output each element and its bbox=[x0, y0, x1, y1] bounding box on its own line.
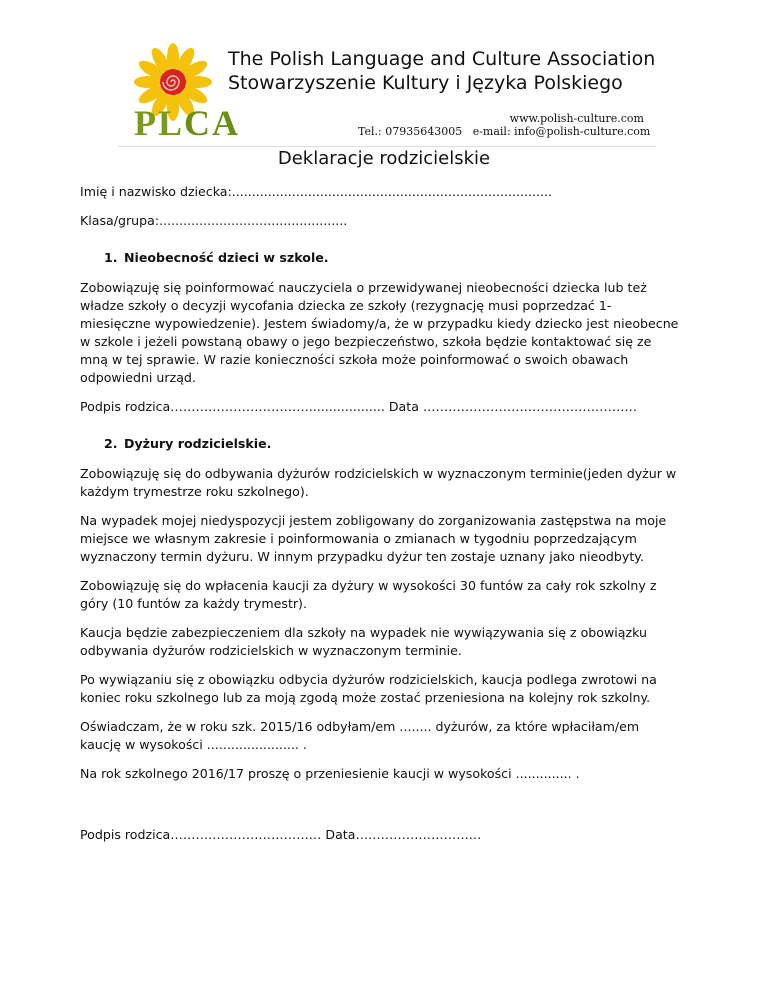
duty-declaration-field[interactable]: Oświadczam, że w roku szk. 2015/16 odbyłam/em ........ dyżurów, za które wpłaciłam/em kaucję w wysokości ....................... . bbox=[80, 719, 640, 752]
phone-number: Tel.: 07935643005 bbox=[358, 125, 463, 138]
section-2-paragraph: Kaucja będzie zabezpieczeniem dla szkoły na wypadek nie wywiązywania się z obowiązku odbywania dyżurów rodzicielskich w wyznaczonym terminie. bbox=[80, 625, 647, 658]
website-address: www.polish-culture.com bbox=[509, 112, 644, 125]
parent-signature-line-1[interactable]: Podpis rodzica……………………………................... Data …………………………………………… bbox=[80, 399, 638, 414]
association-name-english: The Polish Language and Culture Association bbox=[228, 48, 656, 70]
section-2-number: 2. bbox=[104, 436, 118, 451]
child-name-field[interactable]: Imię i nazwisko dziecka:................................................................................ bbox=[80, 184, 553, 199]
section-2-paragraph: Zobowiązuję się do odbywania dyżurów rodzicielskich w wyznaczonym terminie(jeden dyżur w każdym trymestrze roku szkolnego). bbox=[80, 466, 677, 499]
section-2-heading bbox=[104, 435, 680, 453]
spacer bbox=[80, 794, 680, 826]
association-name-polish: Stowarzyszenie Kultury i Języka Polskiego bbox=[228, 72, 623, 94]
section-1-paragraph: Zobowiązuję się poinformować nauczyciela o przewidywanej nieobecności dziecka lub też władze szkoły o decyzji wycofania dziecka ze szkoły (rezygnację musi poprzedzać 1-miesięczne wypowiedzenie). Jestem świadomy/a, że w przypadku kiedy dziecko jest nieobecne w szkole i jeżeli powstaną obawy o jego bezpieczeństwo, szkoła będzie kontaktować się ze mną w tej sprawie. W razie konieczności szkoła może poinformować o swoich obawach odpowiedni urząd. bbox=[80, 280, 679, 385]
section-1-heading bbox=[104, 249, 680, 267]
contact-line bbox=[358, 125, 650, 138]
section-2-paragraph: Po wywiązaniu się z obowiązku odbycia dyżurów rodzicielskich, kaucja podlega zwrotowi na koniec roku szkolnego lub za moją zgodą może zostać przeniesiona na kolejny rok szkolny. bbox=[80, 672, 657, 705]
class-group-field[interactable]: Klasa/grupa:............................................... bbox=[80, 213, 348, 228]
document-title: Deklaracje rodzicielskie bbox=[277, 148, 491, 169]
header-divider bbox=[118, 146, 656, 147]
deposit-transfer-field[interactable]: Na rok szkolnego 2016/17 proszę o przeniesienie kaucji w wysokości .............. . bbox=[80, 766, 580, 781]
parent-signature-line-2[interactable]: Podpis rodzica……………………………… Data………………………… bbox=[80, 827, 482, 842]
section-2-paragraph: Zobowiązuję się do wpłacenia kaucji za dyżury w wysokości 30 funtów za cały rok szkolny z góry (10 funtów za każdy trymestr). bbox=[80, 578, 657, 611]
section-1-title: Nieobecność dzieci w szkole. bbox=[124, 250, 329, 265]
plca-logo-text: PLCA bbox=[134, 103, 241, 143]
email-address: e-mail: info@polish-culture.com bbox=[472, 125, 651, 138]
letterhead bbox=[118, 32, 658, 142]
section-2-paragraph: Na wypadek mojej niedyspozycji jestem zobligowany do zorganizowania zastępstwa na moje miejsce we własnym zakresie i poinformowania o zmianach w tygodniu poprzedzającym wyznaczony termin dyżuru. W innym przypadku dyżur ten zostaje uznany jako nieodbyty. bbox=[80, 513, 667, 564]
section-1-number: 1. bbox=[104, 250, 118, 265]
section-2-title: Dyżury rodzicielskie. bbox=[124, 436, 272, 451]
document-body bbox=[80, 183, 680, 855]
